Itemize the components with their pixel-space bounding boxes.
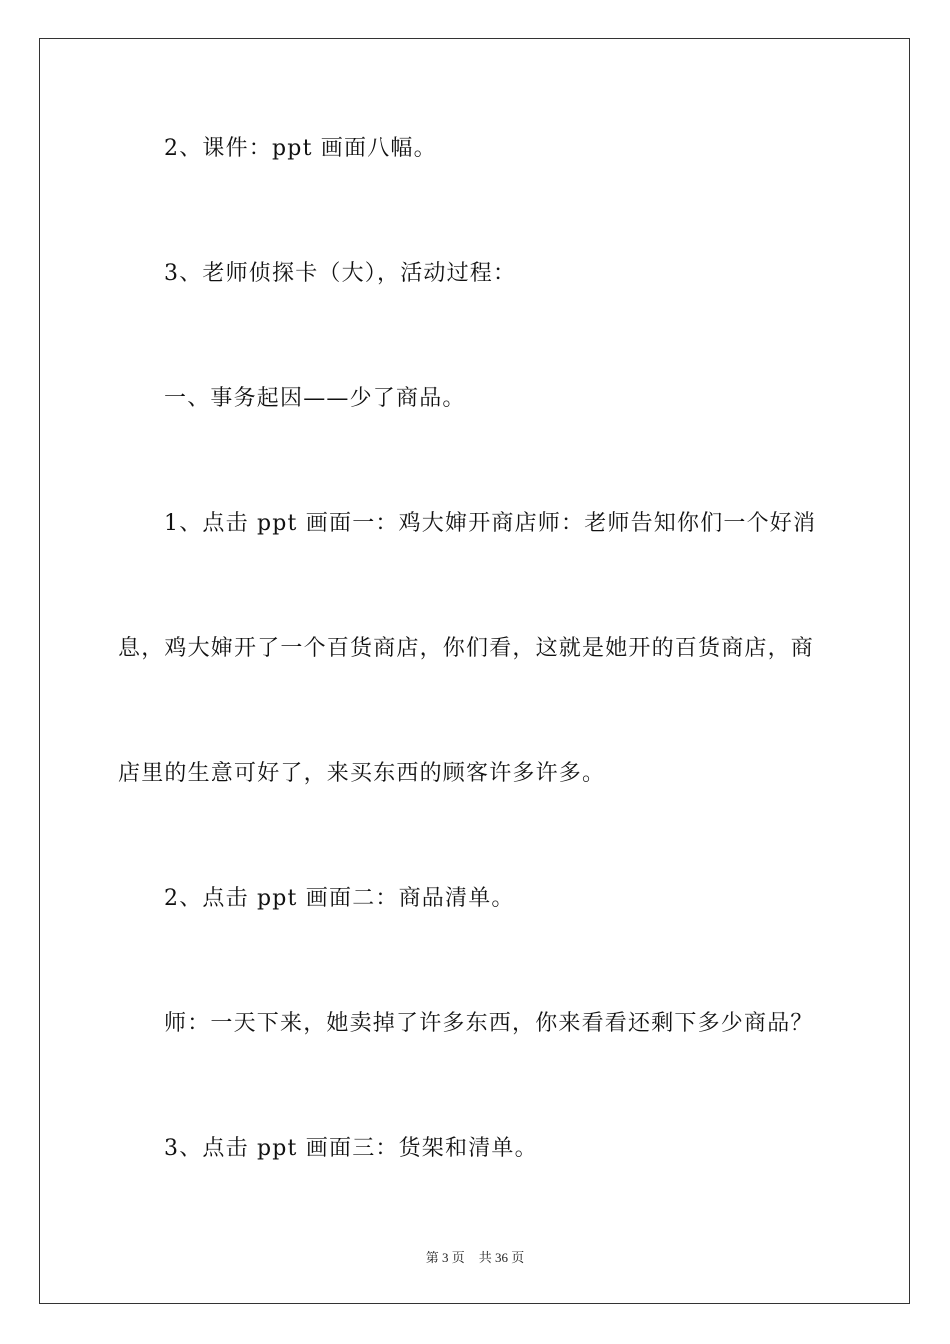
paragraph-step-1: 1、点击 ppt 画面一：鸡大婶开商店师：老师告知你们一个好消 — [164, 511, 817, 536]
paragraph-step-2: 2、点击 ppt 画面二：商品清单。 — [164, 886, 515, 911]
paragraph-step-1-cont: 息，鸡大婶开了一个百货商店，你们看，这就是她开的百货商店，商 — [118, 636, 815, 661]
paragraph-teacher-dialogue: 师：一天下来，她卖掉了许多东西，你来看看还剩下多少商品？ — [164, 1011, 814, 1036]
page-total: 共 36 页 — [478, 1250, 525, 1265]
page-number: 第 3 页 — [425, 1250, 465, 1265]
paragraph-detective-card: 3、老师侦探卡（大），活动过程： — [164, 261, 517, 286]
paragraph-courseware: 2、课件：ppt 画面八幅。 — [164, 136, 437, 161]
paragraph-step-1-end: 店里的生意可好了，来买东西的顾客许多许多。 — [118, 761, 606, 786]
page-frame — [39, 38, 910, 1304]
page-footer — [0, 1247, 950, 1266]
paragraph-step-3: 3、点击 ppt 画面三：货架和清单。 — [164, 1136, 538, 1161]
paragraph-section-heading: 一、事务起因——少了商品。 — [164, 386, 466, 411]
